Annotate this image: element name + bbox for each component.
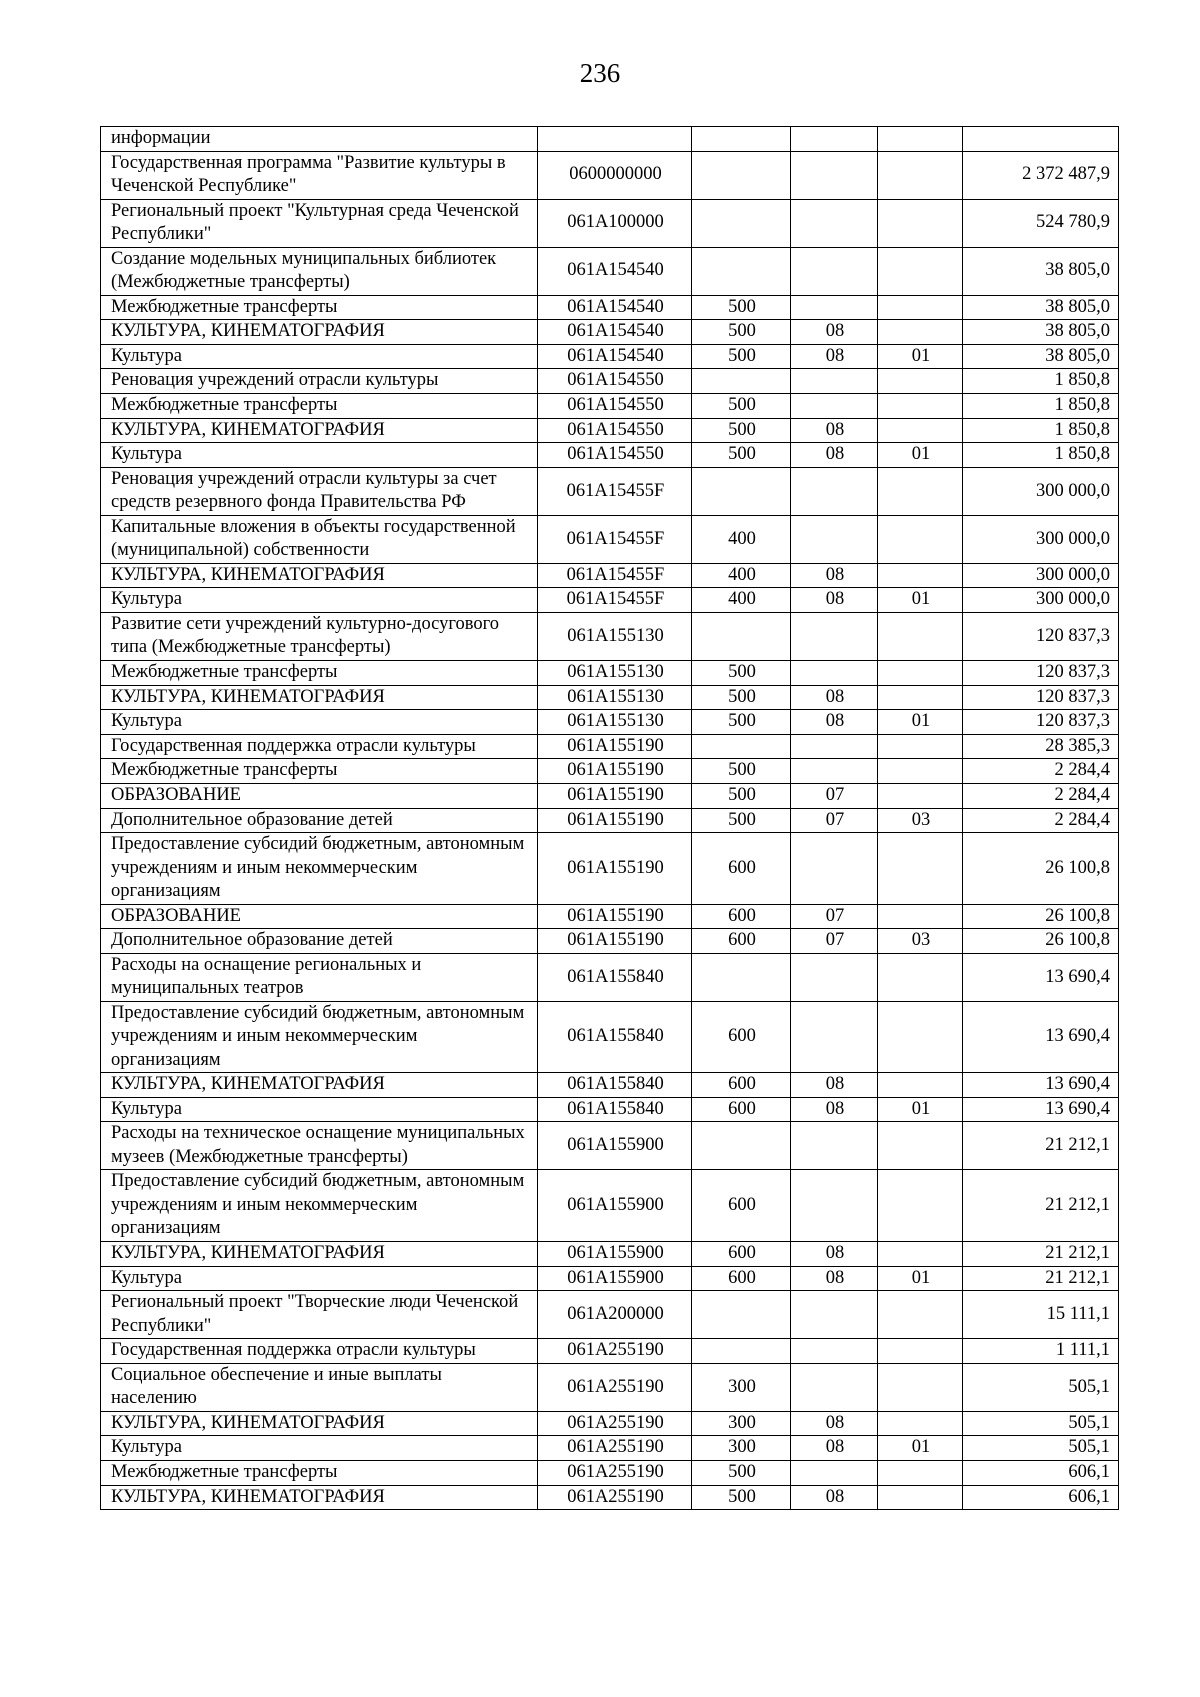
row-expense-type-cell: 300	[692, 1363, 791, 1411]
row-name-cell: Региональный проект "Творческие люди Чеченской Республики"	[101, 1291, 538, 1339]
row-code-cell: 061A155190	[538, 929, 692, 954]
row-expense-type-cell: 500	[692, 808, 791, 833]
table-row	[101, 734, 1119, 759]
row-amount-cell: 21 212,1	[963, 1266, 1119, 1291]
row-code-cell: 061A100000	[538, 199, 692, 247]
row-section-cell	[791, 759, 878, 784]
row-amount-cell: 13 690,4	[963, 953, 1119, 1001]
row-section-cell	[791, 393, 878, 418]
row-subsection-cell	[878, 685, 963, 710]
row-name-cell: КУЛЬТУРА, КИНЕМАТОГРАФИЯ	[101, 418, 538, 443]
row-amount-cell: 21 212,1	[963, 1241, 1119, 1266]
table-row	[101, 1363, 1119, 1411]
row-code-cell: 061A15455F	[538, 515, 692, 563]
row-amount-cell: 300 000,0	[963, 515, 1119, 563]
row-name-cell: Расходы на оснащение региональных и муниципальных театров	[101, 953, 538, 1001]
table-row	[101, 199, 1119, 247]
table-row	[101, 953, 1119, 1001]
row-section-cell: 07	[791, 904, 878, 929]
row-amount-cell: 2 284,4	[963, 808, 1119, 833]
row-code-cell: 061A255190	[538, 1411, 692, 1436]
row-expense-type-cell: 300	[692, 1411, 791, 1436]
row-amount-cell: 13 690,4	[963, 1001, 1119, 1073]
row-amount-cell: 26 100,8	[963, 833, 1119, 905]
row-code-cell: 061A155900	[538, 1170, 692, 1242]
table-row	[101, 151, 1119, 199]
row-name-cell: Культура	[101, 1097, 538, 1122]
table-row	[101, 320, 1119, 345]
table-row	[101, 467, 1119, 515]
row-code-cell: 061A155190	[538, 759, 692, 784]
row-subsection-cell	[878, 393, 963, 418]
row-name-cell: КУЛЬТУРА, КИНЕМАТОГРАФИЯ	[101, 1241, 538, 1266]
row-name-cell: Реновация учреждений отрасли культуры	[101, 369, 538, 394]
row-section-cell: 08	[791, 563, 878, 588]
row-code-cell: 061A154540	[538, 247, 692, 295]
row-amount-cell: 1 111,1	[963, 1339, 1119, 1364]
row-name-cell: Межбюджетные трансферты	[101, 295, 538, 320]
row-code-cell: 061A154540	[538, 344, 692, 369]
row-subsection-cell: 03	[878, 929, 963, 954]
row-code-cell: 061A154550	[538, 418, 692, 443]
row-expense-type-cell: 500	[692, 393, 791, 418]
row-amount-cell: 26 100,8	[963, 929, 1119, 954]
row-subsection-cell	[878, 247, 963, 295]
table-row	[101, 1097, 1119, 1122]
row-code-cell: 061A155840	[538, 1097, 692, 1122]
row-amount-cell: 120 837,3	[963, 710, 1119, 735]
row-expense-type-cell: 600	[692, 929, 791, 954]
row-subsection-cell	[878, 1241, 963, 1266]
table-row	[101, 393, 1119, 418]
row-amount-cell: 1 850,8	[963, 443, 1119, 468]
row-section-cell: 08	[791, 418, 878, 443]
row-name-cell: Культура	[101, 443, 538, 468]
row-amount-cell: 505,1	[963, 1411, 1119, 1436]
row-section-cell	[791, 1170, 878, 1242]
row-section-cell	[791, 734, 878, 759]
row-expense-type-cell	[692, 1291, 791, 1339]
table-row	[101, 929, 1119, 954]
table-row	[101, 247, 1119, 295]
row-section-cell	[791, 953, 878, 1001]
row-expense-type-cell: 500	[692, 418, 791, 443]
row-name-cell: ОБРАЗОВАНИЕ	[101, 904, 538, 929]
row-section-cell	[791, 660, 878, 685]
row-expense-type-cell: 400	[692, 515, 791, 563]
row-amount-cell: 38 805,0	[963, 247, 1119, 295]
row-section-cell	[791, 1363, 878, 1411]
row-expense-type-cell: 600	[692, 1097, 791, 1122]
row-subsection-cell: 01	[878, 344, 963, 369]
row-amount-cell: 505,1	[963, 1436, 1119, 1461]
row-section-cell: 07	[791, 929, 878, 954]
row-amount-cell: 606,1	[963, 1485, 1119, 1510]
row-section-cell: 08	[791, 685, 878, 710]
row-code-cell: 061A155190	[538, 783, 692, 808]
row-subsection-cell	[878, 734, 963, 759]
row-code-cell: 061A155190	[538, 808, 692, 833]
row-amount-cell: 28 385,3	[963, 734, 1119, 759]
row-subsection-cell	[878, 1073, 963, 1098]
row-subsection-cell: 03	[878, 808, 963, 833]
row-section-cell: 08	[791, 1266, 878, 1291]
row-section-cell: 08	[791, 320, 878, 345]
table-row	[101, 443, 1119, 468]
row-code-cell: 061A154540	[538, 320, 692, 345]
row-expense-type-cell: 600	[692, 1241, 791, 1266]
row-name-cell: КУЛЬТУРА, КИНЕМАТОГРАФИЯ	[101, 685, 538, 710]
row-section-cell: 08	[791, 1073, 878, 1098]
row-name-cell: Реновация учреждений отрасли культуры за счет средств резервного фонда Правительства РФ	[101, 467, 538, 515]
row-subsection-cell: 01	[878, 443, 963, 468]
table-row	[101, 685, 1119, 710]
row-section-cell	[791, 515, 878, 563]
table-row	[101, 127, 1119, 152]
row-section-cell: 08	[791, 1411, 878, 1436]
table-row	[101, 588, 1119, 613]
row-section-cell	[791, 1460, 878, 1485]
table-row	[101, 1122, 1119, 1170]
row-expense-type-cell	[692, 612, 791, 660]
row-expense-type-cell: 500	[692, 710, 791, 735]
table-row	[101, 833, 1119, 905]
row-section-cell	[791, 833, 878, 905]
row-expense-type-cell: 600	[692, 1170, 791, 1242]
row-subsection-cell	[878, 127, 963, 152]
row-expense-type-cell	[692, 467, 791, 515]
row-code-cell	[538, 127, 692, 152]
row-name-cell: Предоставление субсидий бюджетным, автономным учреждениям и иным некоммерческим организациям	[101, 1170, 538, 1242]
row-code-cell: 061A255190	[538, 1363, 692, 1411]
row-subsection-cell	[878, 904, 963, 929]
table-row	[101, 904, 1119, 929]
row-expense-type-cell	[692, 369, 791, 394]
row-subsection-cell	[878, 1001, 963, 1073]
table-row	[101, 1170, 1119, 1242]
table-row	[101, 710, 1119, 735]
row-code-cell: 061A155840	[538, 1073, 692, 1098]
row-section-cell	[791, 295, 878, 320]
row-subsection-cell	[878, 833, 963, 905]
row-subsection-cell	[878, 295, 963, 320]
row-amount-cell: 2 372 487,9	[963, 151, 1119, 199]
row-amount-cell: 524 780,9	[963, 199, 1119, 247]
table-row	[101, 1411, 1119, 1436]
row-code-cell: 061A155190	[538, 833, 692, 905]
row-expense-type-cell: 500	[692, 320, 791, 345]
row-name-cell: Культура	[101, 344, 538, 369]
row-amount-cell: 38 805,0	[963, 295, 1119, 320]
row-amount-cell: 300 000,0	[963, 563, 1119, 588]
row-section-cell: 08	[791, 344, 878, 369]
row-subsection-cell	[878, 1411, 963, 1436]
row-amount-cell: 1 850,8	[963, 369, 1119, 394]
table-row	[101, 783, 1119, 808]
row-amount-cell	[963, 127, 1119, 152]
row-subsection-cell	[878, 563, 963, 588]
row-expense-type-cell	[692, 151, 791, 199]
table-row	[101, 344, 1119, 369]
row-expense-type-cell: 500	[692, 443, 791, 468]
row-name-cell: Государственная программа "Развитие культуры в Чеченской Республике"	[101, 151, 538, 199]
row-subsection-cell: 01	[878, 1097, 963, 1122]
row-code-cell: 061A154540	[538, 295, 692, 320]
row-amount-cell: 13 690,4	[963, 1097, 1119, 1122]
row-section-cell: 07	[791, 808, 878, 833]
row-amount-cell: 38 805,0	[963, 344, 1119, 369]
row-subsection-cell	[878, 660, 963, 685]
table-row	[101, 612, 1119, 660]
row-section-cell	[791, 247, 878, 295]
row-name-cell: КУЛЬТУРА, КИНЕМАТОГРАФИЯ	[101, 1411, 538, 1436]
row-name-cell: Межбюджетные трансферты	[101, 1460, 538, 1485]
row-code-cell: 061A15455F	[538, 563, 692, 588]
row-name-cell: Региональный проект "Культурная среда Чеченской Республики"	[101, 199, 538, 247]
row-code-cell: 061A155190	[538, 904, 692, 929]
row-section-cell	[791, 1339, 878, 1364]
row-expense-type-cell: 400	[692, 588, 791, 613]
row-expense-type-cell: 500	[692, 1485, 791, 1510]
row-code-cell: 061A15455F	[538, 588, 692, 613]
table-row	[101, 515, 1119, 563]
row-name-cell: КУЛЬТУРА, КИНЕМАТОГРАФИЯ	[101, 1485, 538, 1510]
row-subsection-cell	[878, 418, 963, 443]
row-name-cell: Предоставление субсидий бюджетным, автономным учреждениям и иным некоммерческим организациям	[101, 1001, 538, 1073]
row-subsection-cell	[878, 320, 963, 345]
row-expense-type-cell: 500	[692, 344, 791, 369]
row-amount-cell: 120 837,3	[963, 660, 1119, 685]
row-expense-type-cell: 600	[692, 1266, 791, 1291]
row-expense-type-cell	[692, 247, 791, 295]
row-amount-cell: 38 805,0	[963, 320, 1119, 345]
row-code-cell: 061A155900	[538, 1241, 692, 1266]
row-expense-type-cell	[692, 1122, 791, 1170]
row-amount-cell: 1 850,8	[963, 418, 1119, 443]
row-section-cell	[791, 1291, 878, 1339]
row-name-cell: Межбюджетные трансферты	[101, 660, 538, 685]
budget-table-body	[101, 127, 1119, 1510]
row-expense-type-cell	[692, 127, 791, 152]
row-name-cell: Социальное обеспечение и иные выплаты населению	[101, 1363, 538, 1411]
row-expense-type-cell: 600	[692, 1001, 791, 1073]
row-code-cell: 061A255190	[538, 1460, 692, 1485]
table-row	[101, 1001, 1119, 1073]
row-subsection-cell: 01	[878, 710, 963, 735]
row-code-cell: 0600000000	[538, 151, 692, 199]
row-expense-type-cell: 500	[692, 759, 791, 784]
row-section-cell: 07	[791, 783, 878, 808]
table-row	[101, 1291, 1119, 1339]
row-name-cell: Создание модельных муниципальных библиотек (Межбюджетные трансферты)	[101, 247, 538, 295]
row-amount-cell: 300 000,0	[963, 467, 1119, 515]
row-expense-type-cell	[692, 1339, 791, 1364]
row-amount-cell: 606,1	[963, 1460, 1119, 1485]
row-code-cell: 061A255190	[538, 1339, 692, 1364]
row-subsection-cell	[878, 759, 963, 784]
row-subsection-cell	[878, 1485, 963, 1510]
table-row	[101, 1073, 1119, 1098]
budget-table	[100, 126, 1119, 1510]
table-row	[101, 1436, 1119, 1461]
table-row	[101, 1485, 1119, 1510]
row-subsection-cell	[878, 467, 963, 515]
row-expense-type-cell: 600	[692, 833, 791, 905]
row-expense-type-cell: 300	[692, 1436, 791, 1461]
table-row	[101, 563, 1119, 588]
row-name-cell: КУЛЬТУРА, КИНЕМАТОГРАФИЯ	[101, 1073, 538, 1098]
row-name-cell: Межбюджетные трансферты	[101, 393, 538, 418]
row-expense-type-cell	[692, 953, 791, 1001]
row-subsection-cell	[878, 1339, 963, 1364]
row-expense-type-cell: 500	[692, 295, 791, 320]
row-amount-cell: 26 100,8	[963, 904, 1119, 929]
row-subsection-cell	[878, 1363, 963, 1411]
row-code-cell: 061A155190	[538, 734, 692, 759]
row-code-cell: 061A155900	[538, 1122, 692, 1170]
row-section-cell	[791, 1001, 878, 1073]
row-subsection-cell	[878, 369, 963, 394]
row-section-cell: 08	[791, 1241, 878, 1266]
row-expense-type-cell: 400	[692, 563, 791, 588]
row-name-cell: Развитие сети учреждений культурно-досугового типа (Межбюджетные трансферты)	[101, 612, 538, 660]
row-code-cell: 061A255190	[538, 1436, 692, 1461]
row-section-cell	[791, 1122, 878, 1170]
row-section-cell: 08	[791, 443, 878, 468]
row-expense-type-cell	[692, 199, 791, 247]
row-expense-type-cell	[692, 734, 791, 759]
row-code-cell: 061A255190	[538, 1485, 692, 1510]
row-section-cell: 08	[791, 588, 878, 613]
row-subsection-cell	[878, 515, 963, 563]
row-subsection-cell	[878, 612, 963, 660]
row-name-cell: Культура	[101, 1436, 538, 1461]
row-name-cell: Дополнительное образование детей	[101, 808, 538, 833]
row-code-cell: 061A154550	[538, 369, 692, 394]
row-code-cell: 061A155900	[538, 1266, 692, 1291]
row-subsection-cell: 01	[878, 1266, 963, 1291]
row-subsection-cell	[878, 1122, 963, 1170]
row-subsection-cell	[878, 953, 963, 1001]
row-code-cell: 061A155840	[538, 1001, 692, 1073]
row-section-cell	[791, 199, 878, 247]
page-number: 236	[579, 58, 621, 88]
row-name-cell: ОБРАЗОВАНИЕ	[101, 783, 538, 808]
row-subsection-cell	[878, 151, 963, 199]
row-amount-cell: 2 284,4	[963, 783, 1119, 808]
row-code-cell: 061A200000	[538, 1291, 692, 1339]
row-name-cell: Расходы на техническое оснащение муниципальных музеев (Межбюджетные трансферты)	[101, 1122, 538, 1170]
row-expense-type-cell: 500	[692, 1460, 791, 1485]
row-name-cell: Предоставление субсидий бюджетным, автономным учреждениям и иным некоммерческим организациям	[101, 833, 538, 905]
row-code-cell: 061A155130	[538, 660, 692, 685]
row-section-cell: 08	[791, 710, 878, 735]
row-amount-cell: 1 850,8	[963, 393, 1119, 418]
row-code-cell: 061A154550	[538, 393, 692, 418]
row-section-cell: 08	[791, 1436, 878, 1461]
row-name-cell: КУЛЬТУРА, КИНЕМАТОГРАФИЯ	[101, 563, 538, 588]
row-amount-cell: 120 837,3	[963, 685, 1119, 710]
row-name-cell: Культура	[101, 710, 538, 735]
row-subsection-cell	[878, 199, 963, 247]
table-row	[101, 369, 1119, 394]
row-name-cell: Культура	[101, 588, 538, 613]
row-name-cell: Культура	[101, 1266, 538, 1291]
row-amount-cell: 505,1	[963, 1363, 1119, 1411]
row-name-cell: Дополнительное образование детей	[101, 929, 538, 954]
row-subsection-cell	[878, 1291, 963, 1339]
row-code-cell: 061A155130	[538, 612, 692, 660]
row-subsection-cell	[878, 1460, 963, 1485]
row-name-cell: Межбюджетные трансферты	[101, 759, 538, 784]
row-code-cell: 061A155840	[538, 953, 692, 1001]
table-row	[101, 759, 1119, 784]
row-expense-type-cell: 600	[692, 904, 791, 929]
row-code-cell: 061A155130	[538, 710, 692, 735]
row-code-cell: 061A155130	[538, 685, 692, 710]
row-section-cell	[791, 612, 878, 660]
table-row	[101, 1460, 1119, 1485]
table-row	[101, 808, 1119, 833]
row-expense-type-cell: 500	[692, 685, 791, 710]
table-row	[101, 418, 1119, 443]
row-expense-type-cell: 500	[692, 783, 791, 808]
row-amount-cell: 2 284,4	[963, 759, 1119, 784]
table-row	[101, 295, 1119, 320]
row-subsection-cell: 01	[878, 588, 963, 613]
row-name-cell: Государственная поддержка отрасли культуры	[101, 734, 538, 759]
row-subsection-cell	[878, 1170, 963, 1242]
row-amount-cell: 21 212,1	[963, 1122, 1119, 1170]
row-section-cell	[791, 127, 878, 152]
row-amount-cell: 13 690,4	[963, 1073, 1119, 1098]
row-name-cell: информации	[101, 127, 538, 152]
row-amount-cell: 15 111,1	[963, 1291, 1119, 1339]
row-amount-cell: 120 837,3	[963, 612, 1119, 660]
table-row	[101, 1241, 1119, 1266]
row-expense-type-cell: 600	[692, 1073, 791, 1098]
row-name-cell: Государственная поддержка отрасли культуры	[101, 1339, 538, 1364]
row-section-cell	[791, 151, 878, 199]
row-section-cell: 08	[791, 1485, 878, 1510]
row-amount-cell: 300 000,0	[963, 588, 1119, 613]
table-row	[101, 660, 1119, 685]
row-section-cell	[791, 467, 878, 515]
table-row	[101, 1266, 1119, 1291]
table-row	[101, 1339, 1119, 1364]
row-subsection-cell: 01	[878, 1436, 963, 1461]
row-subsection-cell	[878, 783, 963, 808]
row-section-cell: 08	[791, 1097, 878, 1122]
row-amount-cell: 21 212,1	[963, 1170, 1119, 1242]
row-code-cell: 061A154550	[538, 443, 692, 468]
row-section-cell	[791, 369, 878, 394]
row-name-cell: Капитальные вложения в объекты государственной (муниципальной) собственности	[101, 515, 538, 563]
row-expense-type-cell: 500	[692, 660, 791, 685]
row-code-cell: 061A15455F	[538, 467, 692, 515]
row-name-cell: КУЛЬТУРА, КИНЕМАТОГРАФИЯ	[101, 320, 538, 345]
